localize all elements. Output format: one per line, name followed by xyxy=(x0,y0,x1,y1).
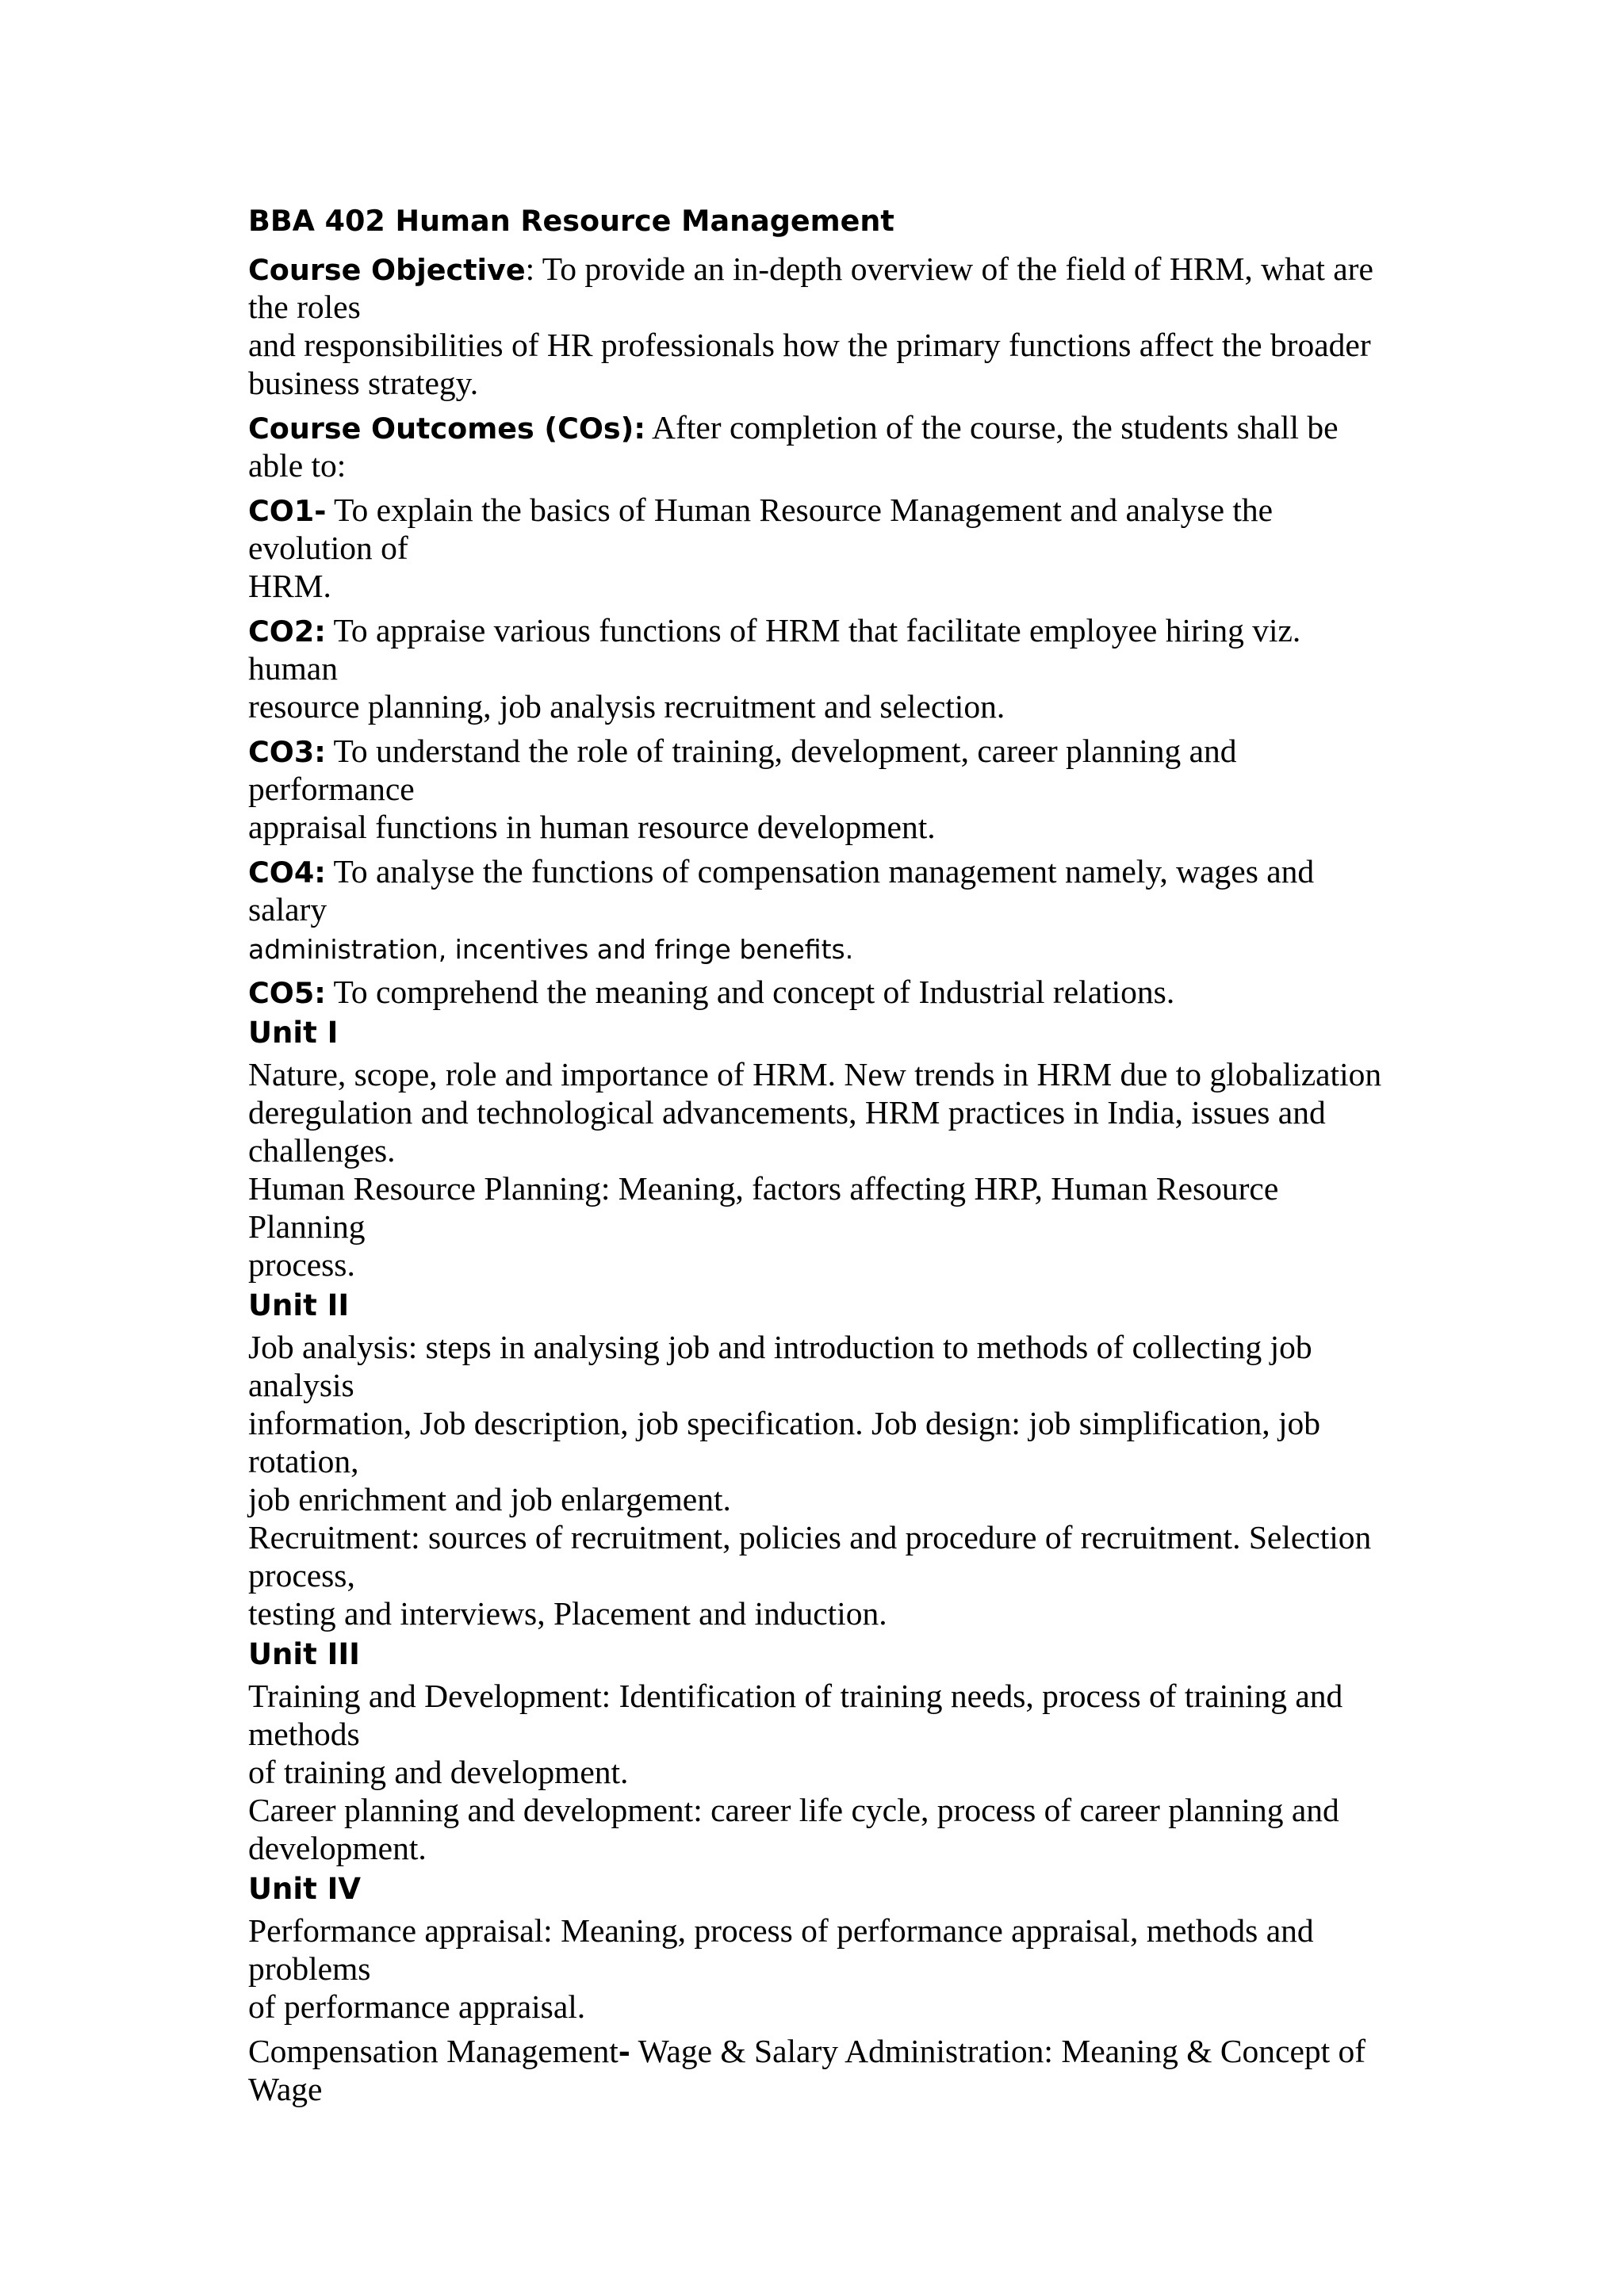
outcome-line xyxy=(248,687,1580,725)
course-outcomes-line xyxy=(248,446,1580,484)
course-objective-text: the roles xyxy=(248,289,361,325)
outcome-line xyxy=(248,611,1580,649)
unit-line xyxy=(248,1131,1580,1169)
outcome-line xyxy=(248,732,1580,770)
outcome-label: CO3: xyxy=(248,735,326,769)
unit-heading: Unit I xyxy=(248,1016,339,1050)
outcome-text: appraisal functions in human resource development. xyxy=(248,809,936,845)
unit-text: problems xyxy=(248,1950,371,1987)
outcome-text: To understand the role of training, development, career planning and xyxy=(325,733,1237,769)
outcome-line xyxy=(248,852,1580,890)
unit-text: Recruitment: sources of recruitment, policies and procedure of recruitment. Selection xyxy=(248,1519,1372,1556)
outcome-text: resource planning, job analysis recruitment and selection. xyxy=(248,688,1005,725)
outcome-text: HRM. xyxy=(248,568,331,604)
course-objective-text: : To provide an in-depth overview of the field of HRM, what are xyxy=(525,251,1373,287)
outcome-text: To explain the basics of Human Resource Management and analyse the xyxy=(326,492,1274,528)
outcome-text: To comprehend the meaning and concept of Industrial relations. xyxy=(325,974,1175,1010)
unit-line xyxy=(248,1328,1580,1366)
unit-text: Nature, scope, role and importance of HRM. New trends in HRM due to globalization xyxy=(248,1056,1382,1093)
course-outcomes-text: able to: xyxy=(248,447,347,484)
compensation-dash: - xyxy=(618,2035,630,2069)
unit-line xyxy=(248,1518,1580,1556)
unit-line xyxy=(248,1911,1580,1950)
unit-text: development. xyxy=(248,1830,427,1866)
outcome-text: To appraise various functions of HRM that facilitate employee hiring viz. xyxy=(325,612,1301,649)
outcome-text: administration, incentives and fringe benefits. xyxy=(248,934,854,965)
course-objective-line xyxy=(248,288,1580,326)
unit-text: process. xyxy=(248,1246,355,1283)
unit-line xyxy=(248,1753,1580,1791)
document-title: BBA 402 Human Resource Management xyxy=(248,204,894,238)
unit-line xyxy=(248,1677,1580,1715)
unit-text: Training and Development: Identification of training needs, process of training and xyxy=(248,1678,1343,1714)
compensation-text: Wage & Salary Administration: Meaning & Concept of xyxy=(630,2033,1366,2069)
course-objective-line xyxy=(248,250,1580,288)
course-objective-text: business strategy. xyxy=(248,365,479,401)
course-objective-line xyxy=(248,326,1580,364)
outcome-line xyxy=(248,890,1580,928)
units-section xyxy=(248,1014,1580,2108)
unit-line xyxy=(248,1442,1580,1480)
outcome-line xyxy=(248,529,1580,567)
outcome-text: evolution of xyxy=(248,530,408,566)
outcome-line xyxy=(248,973,1580,1011)
unit-text: Job analysis: steps in analysing job and introduction to methods of collecting job xyxy=(248,1329,1312,1365)
outcome-line xyxy=(248,491,1580,529)
unit-line xyxy=(248,1556,1580,1594)
outcome-label: CO2: xyxy=(248,614,326,649)
document-page xyxy=(248,202,1580,2108)
unit-text: of performance appraisal. xyxy=(248,1988,586,2025)
compensation-continuation: Wage xyxy=(248,2071,323,2107)
compensation-lead: Compensation Management xyxy=(248,2033,619,2069)
outcome-label: CO4: xyxy=(248,855,326,890)
outcome-line xyxy=(248,567,1580,605)
compensation-line xyxy=(248,2070,1580,2108)
unit-text: information, Job description, job specification. Job design: job simplification, job xyxy=(248,1405,1321,1441)
unit-line xyxy=(248,1404,1580,1442)
unit-text: deregulation and technological advancements, HRM practices in India, issues and xyxy=(248,1094,1326,1131)
course-outcomes-label: Course Outcomes (COs): xyxy=(248,411,645,446)
unit-line xyxy=(248,1093,1580,1131)
course-outcomes-line xyxy=(248,408,1580,446)
unit-heading: Unit II xyxy=(248,1288,350,1322)
unit-line xyxy=(248,1207,1580,1246)
unit-text: testing and interviews, Placement and induction. xyxy=(248,1595,887,1632)
unit-text: Performance appraisal: Meaning, process of performance appraisal, methods and xyxy=(248,1912,1314,1949)
outcome-line xyxy=(248,770,1580,808)
unit-text: rotation, xyxy=(248,1443,359,1479)
unit-text: Human Resource Planning: Meaning, factors affecting HRP, Human Resource xyxy=(248,1170,1279,1207)
unit-line xyxy=(248,1988,1580,2026)
unit-line xyxy=(248,1950,1580,1988)
outcome-text: salary xyxy=(248,891,327,928)
unit-line xyxy=(248,1055,1580,1093)
unit-line xyxy=(248,1715,1580,1753)
unit-text: process, xyxy=(248,1557,355,1594)
course-outcomes-text: After completion of the course, the students shall be xyxy=(645,409,1339,446)
unit-line xyxy=(248,1829,1580,1867)
outcome-text: human xyxy=(248,650,338,687)
unit-text: methods xyxy=(248,1716,360,1752)
unit-heading: Unit III xyxy=(248,1637,360,1671)
course-objective-line xyxy=(248,364,1580,402)
outcome-line xyxy=(248,928,1580,966)
outcome-label: CO1- xyxy=(248,494,327,528)
course-objective-label: Course Objective xyxy=(248,253,526,287)
outcome-label: CO5: xyxy=(248,976,326,1010)
outcome-line xyxy=(248,649,1580,687)
unit-text: of training and development. xyxy=(248,1754,629,1790)
unit-line xyxy=(248,1480,1580,1518)
unit-text: Career planning and development: career life cycle, process of career planning and xyxy=(248,1792,1339,1828)
outcome-text: To analyse the functions of compensation management namely, wages and xyxy=(325,853,1315,890)
unit-heading: Unit IV xyxy=(248,1872,362,1906)
unit-line xyxy=(248,1594,1580,1632)
outcome-line xyxy=(248,808,1580,846)
unit-line xyxy=(248,1169,1580,1207)
unit-text: challenges. xyxy=(248,1132,396,1169)
unit-text: job enrichment and job enlargement. xyxy=(248,1481,731,1517)
unit-line xyxy=(248,1366,1580,1404)
unit-text: Planning xyxy=(248,1208,366,1245)
course-objective-text: and responsibilities of HR professionals how the primary functions affect the broader xyxy=(248,327,1371,363)
unit-line xyxy=(248,1246,1580,1284)
unit-line xyxy=(248,1791,1580,1829)
outcome-text: performance xyxy=(248,771,415,807)
compensation-line xyxy=(248,2032,1580,2070)
unit-text: analysis xyxy=(248,1367,354,1403)
